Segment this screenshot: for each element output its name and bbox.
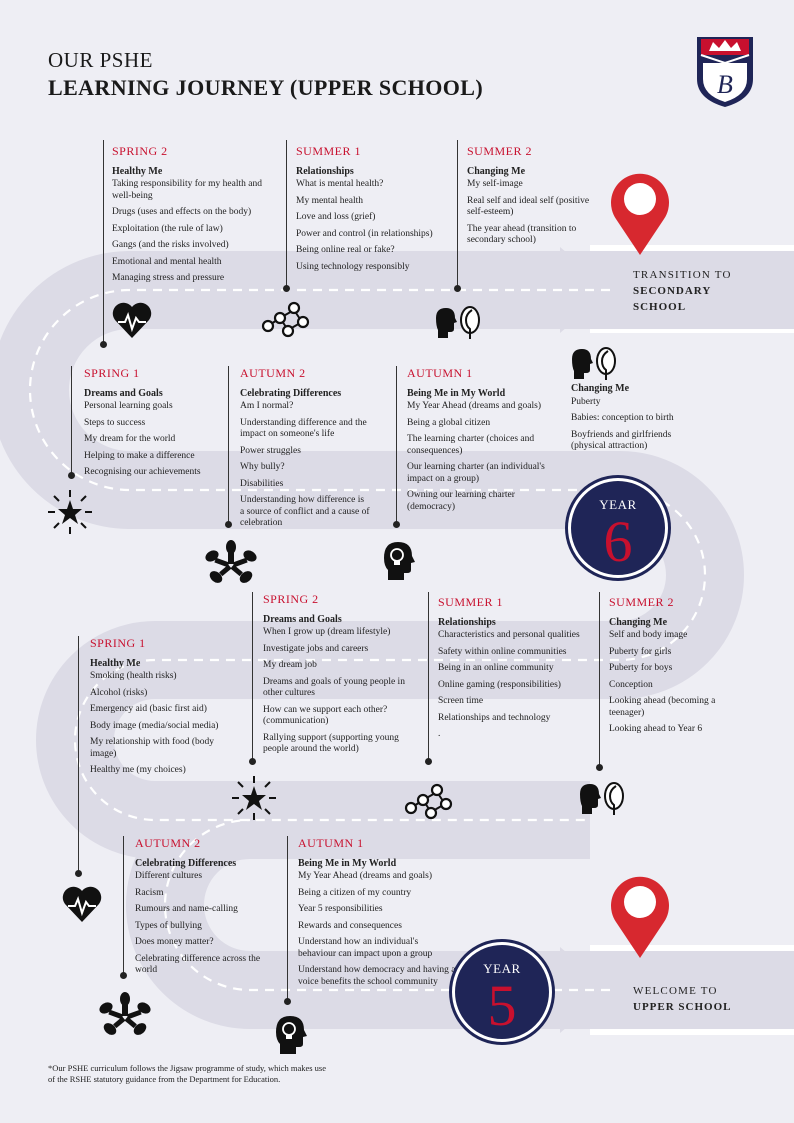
list-item: Rewards and consequences xyxy=(298,920,402,931)
list-item: Understand how an individual's behaviour can impact upon a group xyxy=(298,937,433,959)
network-people-icon xyxy=(258,298,310,338)
connector-line xyxy=(457,140,458,288)
network-people-icon xyxy=(401,780,453,820)
term-label: SUMMER 1 xyxy=(438,595,504,609)
list-item: Helping to make a difference xyxy=(84,450,195,461)
star-burst-icon xyxy=(46,488,94,536)
theme-title: Dreams and Goals xyxy=(263,613,342,625)
page-title: LEARNING JOURNEY (UPPER SCHOOL) xyxy=(48,75,484,100)
list-item: My Year Ahead (dreams and goals) xyxy=(407,401,542,411)
year6-badge xyxy=(568,478,668,578)
heart-pulse-icon xyxy=(60,882,104,926)
term-label: SPRING 2 xyxy=(263,592,319,606)
term-label: AUTUMN 1 xyxy=(298,836,364,850)
location-pin-icon xyxy=(604,868,676,960)
connector-dot xyxy=(75,870,82,877)
list-item: Steps to success xyxy=(84,417,146,428)
list-item: Emergency aid (basic first aid) xyxy=(90,704,207,714)
connector-line xyxy=(428,592,429,762)
connector-dot xyxy=(100,341,107,348)
list-item: Safety within online communities xyxy=(438,646,567,657)
list-item: Being in an online community xyxy=(438,663,554,673)
list-item: My relationship with food (body image) xyxy=(90,737,215,759)
list-item: Looking ahead to Year 6 xyxy=(609,724,703,734)
list-item: What is mental health? xyxy=(296,179,384,189)
list-item: Babies: conception to birth xyxy=(571,413,674,423)
y6-summer2-block xyxy=(467,146,592,252)
theme-title: Celebrating Differences xyxy=(240,387,342,399)
list-item: Puberty xyxy=(571,396,601,407)
theme-title: Healthy Me xyxy=(90,657,141,669)
welcome-line2: UPPER SCHOOL xyxy=(633,1001,732,1013)
list-item: Alcohol (risks) xyxy=(90,687,148,698)
list-item: Rumours and name-calling xyxy=(135,904,238,914)
list-item: Our learning charter (an individual's impact on a group) xyxy=(407,462,545,484)
theme-title: Changing Me xyxy=(467,165,526,177)
list-item: How can we support each other? (communication) xyxy=(263,704,388,726)
list-item: My dream job xyxy=(263,660,317,670)
school-crest-icon xyxy=(695,33,755,109)
list-item: Types of bullying xyxy=(135,920,202,931)
theme-title: Being Me in My World xyxy=(407,387,506,399)
list-item: Power and control (in relationships) xyxy=(296,228,433,239)
y5-autumn1-block xyxy=(298,838,458,993)
list-item: Dreams and goals of young people in other cultures xyxy=(263,676,405,698)
term-label: AUTUMN 1 xyxy=(407,366,473,380)
connector-dot xyxy=(283,285,290,292)
list-item: The learning charter (choices and consequences) xyxy=(407,434,535,456)
theme-title: Healthy Me xyxy=(112,165,163,177)
list-item: . xyxy=(438,729,441,739)
theme-title: Relationships xyxy=(296,165,354,177)
connector-line xyxy=(71,366,72,476)
welcome-label xyxy=(633,983,731,1015)
list-item: My Year Ahead (dreams and goals) xyxy=(298,871,433,881)
connector-line xyxy=(123,836,124,976)
list-item: Owning our learning charter (democracy) xyxy=(407,490,515,512)
y6-extra-block xyxy=(571,383,701,458)
year-label: YEAR xyxy=(599,497,637,512)
star-burst-icon xyxy=(230,774,278,822)
list-item: Puberty for girls xyxy=(609,646,672,657)
transition-label xyxy=(633,267,732,315)
list-item: Different cultures xyxy=(135,871,203,881)
list-item: Personal learning goals xyxy=(84,401,173,411)
y5-summer1-block xyxy=(438,597,588,746)
connector-dot xyxy=(596,764,603,771)
connector-line xyxy=(599,592,600,768)
list-item: Looking ahead (becoming a teenager) xyxy=(609,696,716,718)
term-label: AUTUMN 2 xyxy=(135,836,201,850)
theme-title: Changing Me xyxy=(571,383,630,394)
list-item: Real self and ideal self (positive self-esteem) xyxy=(467,195,590,217)
list-item: Being online real or fake? xyxy=(296,245,395,255)
list-item: Being a global citizen xyxy=(407,417,491,428)
theme-title: Changing Me xyxy=(609,616,668,628)
list-item: Investigate jobs and careers xyxy=(263,643,369,654)
connector-line xyxy=(396,366,397,526)
list-item: My mental health xyxy=(296,195,364,206)
head-bulb-icon xyxy=(380,540,416,582)
list-item: Rallying support (supporting young people around the world) xyxy=(263,732,399,754)
list-item: Body image (media/social media) xyxy=(90,720,219,731)
connector-dot xyxy=(249,758,256,765)
mirror-face-icon xyxy=(432,304,482,340)
y5-summer2-block xyxy=(609,597,719,741)
year-label: YEAR xyxy=(483,961,521,976)
heart-pulse-icon xyxy=(110,298,154,342)
list-item: Year 5 responsibilities xyxy=(298,904,383,914)
list-item: Understand how democracy and having a voice benefits the school community xyxy=(298,965,456,987)
list-item: Understanding how difference is a source of conflict and a cause of celebration xyxy=(240,495,370,528)
year5-badge xyxy=(452,942,552,1042)
y6-summer1-block xyxy=(296,146,456,278)
hands-circle-icon xyxy=(202,540,260,586)
page-header xyxy=(48,46,483,102)
y6-autumn2-block xyxy=(240,368,370,535)
list-item: Does money matter? xyxy=(135,937,214,947)
list-item: Healthy me (my choices) xyxy=(90,765,186,775)
term-label: AUTUMN 2 xyxy=(240,366,306,380)
list-item: Managing stress and pressure xyxy=(112,273,225,283)
connector-line xyxy=(228,366,229,526)
footnote: *Our PSHE curriculum follows the Jigsaw programme of study, which makes use of the RSHE statutory guidance from the Department for Education. xyxy=(48,1063,327,1084)
list-item: Power struggles xyxy=(240,445,301,456)
list-item: Conception xyxy=(609,679,653,690)
term-label: SPRING 2 xyxy=(112,144,168,158)
connector-dot xyxy=(68,472,75,479)
list-item: My self-image xyxy=(467,179,523,189)
list-item: Exploitation (the rule of law) xyxy=(112,223,223,234)
list-item: Relationships and technology xyxy=(438,712,551,723)
welcome-line1: WELCOME TO xyxy=(633,985,718,997)
crest-letter: B xyxy=(717,70,733,99)
connector-line xyxy=(103,140,104,345)
connector-line xyxy=(252,592,253,762)
list-item: Why bully? xyxy=(240,462,285,472)
connector-dot xyxy=(120,972,127,979)
list-item: When I grow up (dream lifestyle) xyxy=(263,627,391,637)
list-item: Puberty for boys xyxy=(609,663,673,673)
list-item: Gangs (and the risks involved) xyxy=(112,240,229,250)
connector-dot xyxy=(284,998,291,1005)
list-item: Taking responsibility for my health and well-being xyxy=(112,179,262,201)
head-bulb-icon xyxy=(272,1014,308,1056)
list-item: Characteristics and personal qualities xyxy=(438,630,580,640)
connector-dot xyxy=(454,285,461,292)
list-item: Emotional and mental health xyxy=(112,256,222,267)
list-item: Self and body image xyxy=(609,630,688,640)
list-item: My dream for the world xyxy=(84,434,176,444)
list-item: Love and loss (grief) xyxy=(296,212,376,222)
term-label: SUMMER 1 xyxy=(296,144,362,158)
list-item: Boyfriends and girlfriends (physical attraction) xyxy=(571,429,672,451)
list-item: Racism xyxy=(135,887,164,898)
y5-autumn2-block xyxy=(135,838,275,982)
hands-circle-icon xyxy=(96,992,154,1038)
term-label: SPRING 1 xyxy=(84,366,140,380)
y6-spring1-block xyxy=(84,368,234,484)
list-item: Understanding difference and the impact on someone's life xyxy=(240,417,367,439)
transition-line3: SCHOOL xyxy=(633,301,687,313)
theme-title: Dreams and Goals xyxy=(84,387,163,399)
connector-line xyxy=(287,836,288,1002)
connector-line xyxy=(78,636,79,874)
term-label: SPRING 1 xyxy=(90,636,146,650)
y6-autumn1-block xyxy=(407,368,560,518)
list-item: Smoking (health risks) xyxy=(90,671,177,681)
list-item: Screen time xyxy=(438,696,484,706)
theme-title: Relationships xyxy=(438,616,496,628)
list-item: Am I normal? xyxy=(240,401,294,411)
list-item: Being a citizen of my country xyxy=(298,887,412,898)
list-item: Disabilities xyxy=(240,478,284,489)
term-label: SUMMER 2 xyxy=(467,144,533,158)
list-item: Online gaming (responsibilities) xyxy=(438,679,561,690)
header-line1: OUR PSHE xyxy=(48,48,153,72)
year-number: 5 xyxy=(487,973,517,1038)
list-item: The year ahead (transition to secondary school) xyxy=(467,223,577,245)
connector-line xyxy=(286,140,287,288)
list-item: Using technology responsibly xyxy=(296,261,410,272)
connector-dot xyxy=(425,758,432,765)
mirror-face-icon xyxy=(576,780,626,816)
theme-title: Being Me in My World xyxy=(298,857,397,869)
list-item: Celebrating difference across the world xyxy=(135,953,261,975)
y5-spring1-block xyxy=(90,638,240,782)
transition-line2: SECONDARY xyxy=(633,285,712,297)
list-item: Recognising our achievements xyxy=(84,467,201,477)
list-item: Drugs (uses and effects on the body) xyxy=(112,207,252,217)
y5-spring2-block xyxy=(263,594,418,761)
mirror-face-icon xyxy=(568,345,618,381)
y6-spring2-block xyxy=(112,146,282,290)
transition-line1: TRANSITION TO xyxy=(633,269,732,281)
connector-dot xyxy=(225,521,232,528)
connector-dot xyxy=(393,521,400,528)
theme-title: Celebrating Differences xyxy=(135,857,237,869)
location-pin-icon xyxy=(604,165,676,257)
term-label: SUMMER 2 xyxy=(609,595,675,609)
year-number: 6 xyxy=(603,509,633,574)
